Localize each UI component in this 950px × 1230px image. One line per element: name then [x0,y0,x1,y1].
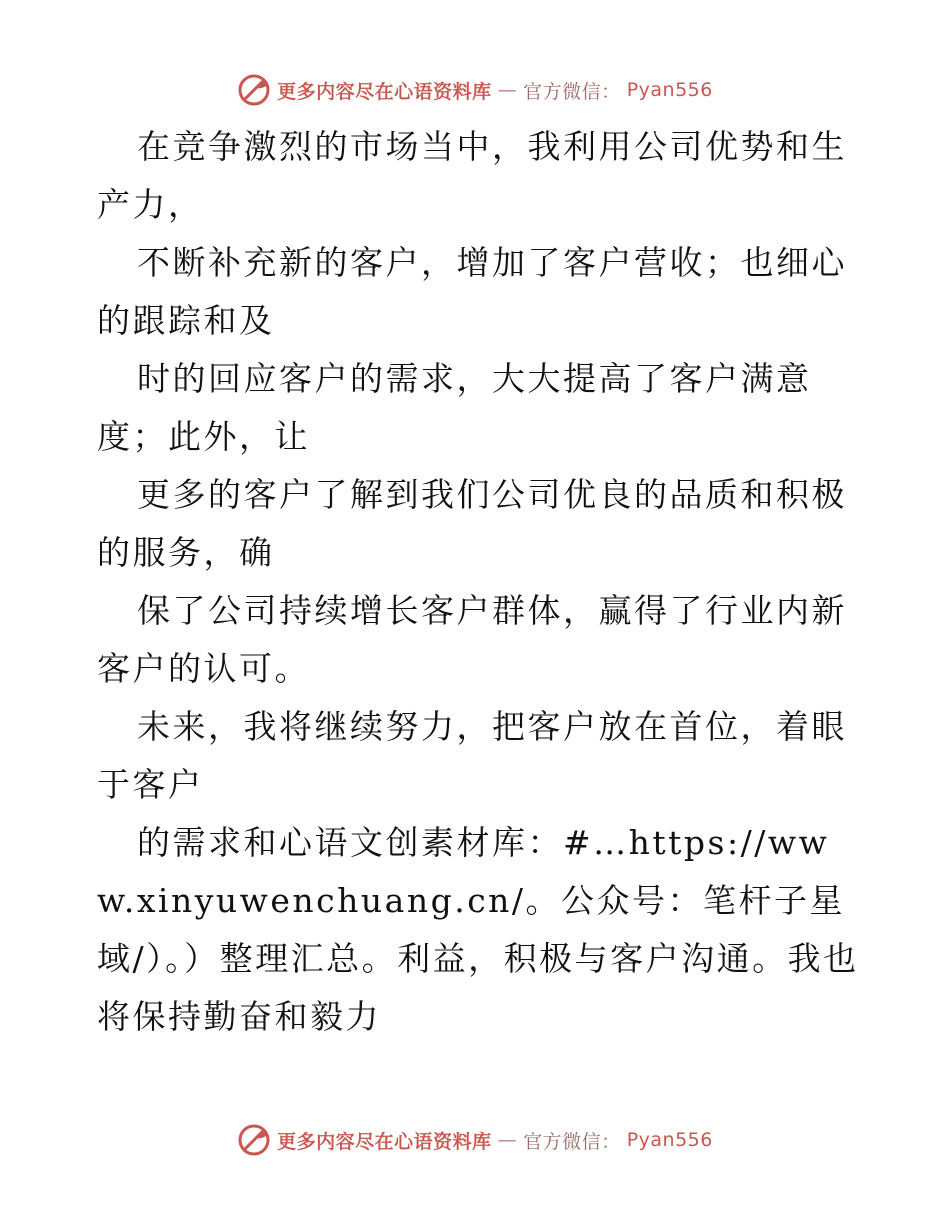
footer-banner [0,1118,950,1162]
paragraph-3: 时的回应客户的需求，大大提高了客户满意度；此外，让 [97,359,812,456]
banner-wechat-label: 官方微信： [523,1130,621,1153]
paragraph-4: 更多的客户了解到我们公司优良的品质和积极的服务，确 [97,475,847,572]
header-banner [0,68,950,112]
paragraph-7: 的需求和心语文创素材库：#…https://www.xinyuwenchuang.cn/。公众号：笔杆子星域/）。）整理汇总。利益，积极与客户沟通。我也将保持勤奋和毅力 [97,823,859,1036]
quill-logo-icon [237,1123,271,1157]
paragraph-1: 在竞争激烈的市场当中，我利用公司优势和生产力， [97,127,847,224]
banner-main-text: 更多内容尽在心语资料库 [277,80,492,103]
paragraph-6: 未来，我将继续努力，把客户放在首位，着眼于客户 [97,707,847,804]
quill-logo-icon [237,73,271,107]
document-body [97,118,867,1046]
banner-dash: — [497,1129,518,1151]
banner-wechat-id: Pyan556 [626,79,713,101]
banner-dash: — [497,79,518,101]
paragraph-5: 保了公司持续增长客户群体，赢得了行业内新客户的认可。 [97,591,847,688]
banner-wechat-label: 官方微信： [523,80,621,103]
banner-main-text: 更多内容尽在心语资料库 [277,1130,492,1153]
paragraph-2: 不断补充新的客户，增加了客户营收；也细心的跟踪和及 [97,243,847,340]
banner-wechat-id: Pyan556 [626,1129,713,1151]
